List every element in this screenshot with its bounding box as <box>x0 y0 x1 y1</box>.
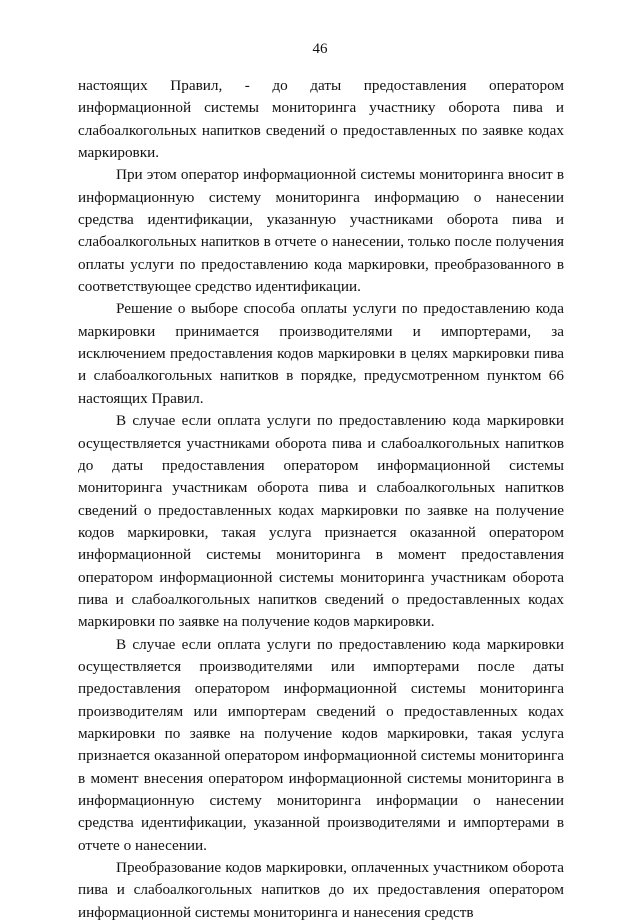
paragraph: Преобразование кодов маркировки, оплаченных участником оборота пива и слабоалкогольных напитков до их предоставления оператором информационной системы мониторинга и нанесения средств <box>78 859 564 921</box>
paragraph-continuation: настоящих Правил, - до даты предоставления оператором информационной системы мониторинга участнику оборота пива и слабоалкогольных напитков сведений о предоставленных по заявке кодах маркировки. <box>78 77 564 162</box>
page-number: 46 <box>312 41 328 57</box>
paragraph: В случае если оплата услуги по предоставлению кода маркировки осуществляется производителями или импортерами после даты предоставления оператором информационной системы мониторинга производителям или импортерам сведений о предоставленных кодах маркировки по заявке на получение кодов маркировки, такая услуга признается оказанной оператором информационной системы мониторинга в момент внесения оператором информационной системы мониторинга в информационную систему мониторинга информации о нанесении средства идентификации, указанной производителями и импортерами в отчете о нанесении. <box>78 635 564 854</box>
document-body <box>78 75 564 924</box>
paragraph: В случае если оплата услуги по предоставлению кода маркировки осуществляется участниками оборота пива и слабоалкогольных напитков до даты предоставления оператором информационной системы мониторинга участникам оборота пива и слабоалкогольных напитков сведений о предоставленных кодах маркировки по заявке на получение кодов маркировки, такая услуга признается оказанной оператором информационной системы мониторинга в момент предоставления оператором информационной системы мониторинга участникам оборота пива и слабоалкогольных напитков сведений о предоставленных кодах маркировки по заявке на получение кодов маркировки. <box>78 412 564 631</box>
paragraph: Решение о выборе способа оплаты услуги по предоставлению кода маркировки принимается производителями и импортерами, за исключением предоставления кодов маркировки в целях маркировки пива и слабоалкогольных напитков в порядке, предусмотренном пунктом 66 настоящих Правил. <box>78 300 564 407</box>
paragraph: При этом оператор информационной системы мониторинга вносит в информационную систему мониторинга информацию о нанесении средства идентификации, указанную участниками оборота пива и слабоалкогольных напитков в отчете о нанесении, только после получения оплаты услуги по предоставлению кода маркировки, преобразованного в соответствующее средство идентификации. <box>78 166 564 296</box>
